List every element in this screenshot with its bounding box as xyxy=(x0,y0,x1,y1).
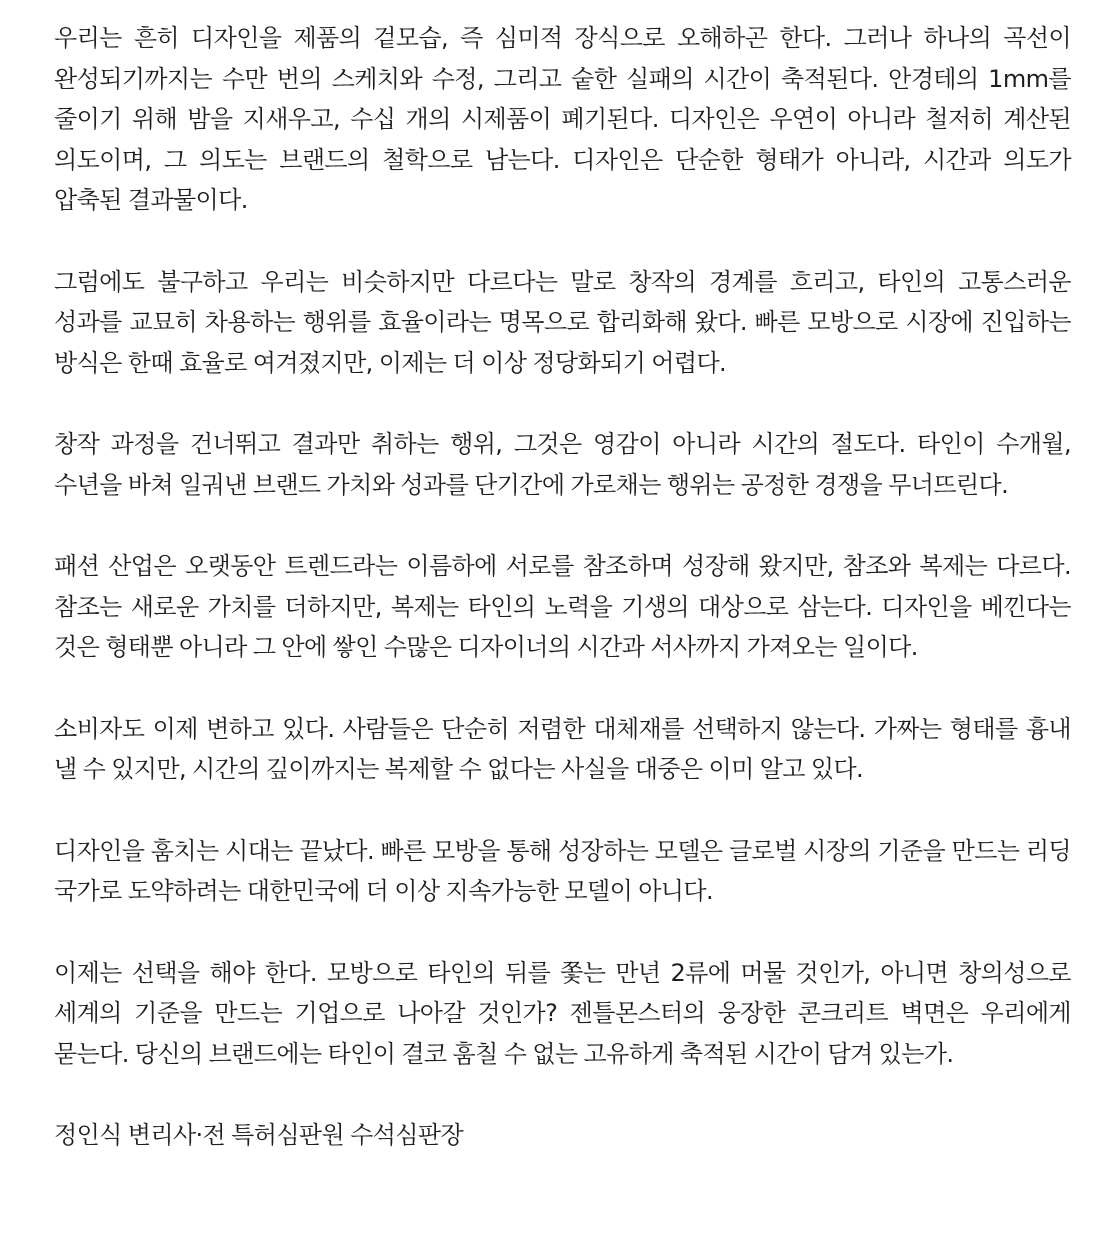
paragraph-1: 우리는 흔히 디자인을 제품의 겉모습, 즉 심미적 장식으로 오해하곤 한다. 그러나 하나의 곡선이 완성되기까지는 수만 번의 스케치와 수정, 그리고 숱한 실패의 시간이 축적된다. 안경테의 1mm를 줄이기 위해 밤을 지새우고, 수십 개의 시제품이 폐기된다. 디자인은 우연이 아니라 철저히 계산된 의도이며, 그 의도는 브랜드의 철학으로 남는다. 디자인은 단순한 형태가 아니라, 시간과 의도가 압축된 결과물이다. xyxy=(54,24,1071,214)
paragraph-3: 창작 과정을 건너뛰고 결과만 취하는 행위, 그것은 영감이 아니라 시간의 절도다. 타인이 수개월, 수년을 바쳐 일궈낸 브랜드 가치와 성과를 단기간에 가로채는 행위는 공정한 경쟁을 무너뜨린다. xyxy=(54,430,1071,499)
author-byline: 정인식 변리사·전 특허심판원 수석심판장 xyxy=(54,1121,464,1149)
paragraph-6: 디자인을 훔치는 시대는 끝났다. 빠른 모방을 통해 성장하는 모델은 글로벌 시장의 기준을 만드는 리딩 국가로 도약하려는 대한민국에 더 이상 지속가능한 모델이 아니다. xyxy=(54,836,1071,905)
paragraph-7: 이제는 선택을 해야 한다. 모방으로 타인의 뒤를 쫓는 만년 2류에 머물 것인가, 아니면 창의성으로 세계의 기준을 만드는 기업으로 나아갈 것인가? 젠틀몬스터의 웅장한 콘크리트 벽면은 우리에게 묻는다. 당신의 브랜드에는 타인이 결코 훔칠 수 없는 고유하게 축적된 시간이 담겨 있는가. xyxy=(54,958,1071,1068)
paragraph-4: 패션 산업은 오랫동안 트렌드라는 이름하에 서로를 참조하며 성장해 왔지만, 참조와 복제는 다르다. 참조는 새로운 가치를 더하지만, 복제는 타인의 노력을 기생의 대상으로 삼는다. 디자인을 베낀다는 것은 형태뿐 아니라 그 안에 쌓인 수많은 디자이너의 시간과 서사까지 가져오는 일이다. xyxy=(54,552,1071,661)
paragraph-2: 그럼에도 불구하고 우리는 비슷하지만 다르다는 말로 창작의 경계를 흐리고, 타인의 고통스러운 성과를 교묘히 차용하는 행위를 효율이라는 명목으로 합리화해 왔다. 빠른 모방으로 시장에 진입하는 방식은 한때 효율로 여겨졌지만, 이제는 더 이상 정당화되기 어렵다. xyxy=(54,267,1071,377)
paragraph-5: 소비자도 이제 변하고 있다. 사람들은 단순히 저렴한 대체재를 선택하지 않는다. 가짜는 형태를 흉내 낼 수 있지만, 시간의 깊이까지는 복제할 수 없다는 사실을 대중은 이미 알고 있다. xyxy=(54,714,1071,783)
